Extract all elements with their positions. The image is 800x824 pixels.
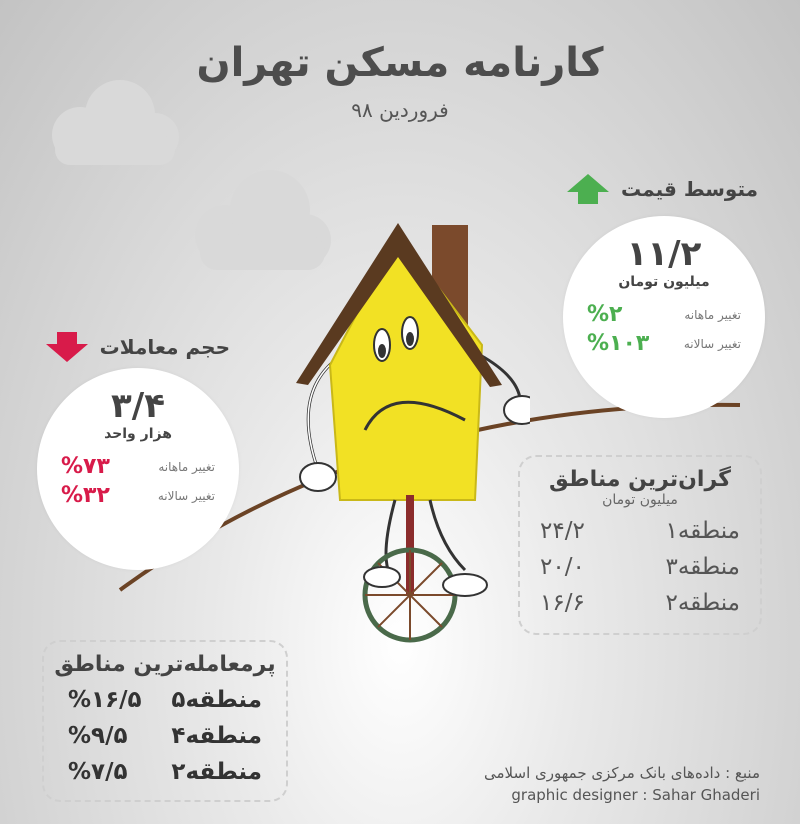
expensive-regions-title: گران‌ترین مناطق — [549, 467, 731, 492]
volume-heading-label: حجم معاملات — [99, 335, 230, 359]
expensive-regions-unit: میلیون تومان — [602, 492, 678, 508]
busiest-regions-box — [42, 640, 288, 802]
avg-price-unit: میلیون تومان — [618, 274, 710, 290]
region-name: منطقه۴ — [171, 723, 262, 749]
region-value: %۱۶/۵ — [68, 687, 142, 713]
region-name: منطقه۵ — [171, 687, 262, 713]
up-arrow-icon — [565, 172, 611, 206]
monthly-change-label: تغییر ماهانه — [684, 307, 741, 322]
region-value: ۱۶/۶ — [540, 590, 585, 616]
volume-heading — [44, 330, 230, 364]
source-credit: منبع : داده‌های بانک مرکزی جمهوری اسلامی — [484, 764, 760, 782]
monthly-change-label: تغییر ماهانه — [158, 459, 215, 474]
avg-price-yearly — [563, 331, 765, 356]
avg-price-card — [563, 216, 765, 418]
yearly-change-value: %۱۰۳ — [587, 331, 650, 356]
table-row — [540, 590, 740, 616]
designer-credit: graphic designer : Sahar Ghaderi — [511, 786, 760, 804]
region-value: ۲۴/۲ — [540, 518, 585, 544]
yearly-change-label: تغییر سالانه — [157, 488, 215, 503]
volume-unit: هزار واحد — [104, 426, 172, 442]
table-row — [540, 554, 740, 580]
volume-monthly — [37, 454, 239, 479]
table-row — [540, 518, 740, 544]
page-title: کارنامه مسکن تهران — [196, 40, 604, 86]
region-value: %۹/۵ — [68, 723, 128, 749]
avg-price-value: ۱۱/۲ — [626, 234, 702, 274]
expensive-regions-box — [518, 455, 762, 635]
avg-price-heading — [565, 172, 758, 206]
region-name: منطقه۱ — [665, 518, 740, 544]
volume-card — [37, 368, 239, 570]
page-subtitle: فروردین ۹۸ — [351, 98, 449, 122]
region-value: %۷/۵ — [68, 759, 128, 785]
monthly-change-value: %۲ — [587, 302, 623, 327]
down-arrow-icon — [44, 330, 90, 364]
volume-yearly — [37, 483, 239, 508]
region-name: منطقه۳ — [665, 554, 740, 580]
volume-value: ۳/۴ — [111, 386, 165, 426]
monthly-change-value: %۷۳ — [61, 454, 110, 479]
avg-price-monthly — [563, 302, 765, 327]
avg-price-heading-label: متوسط قیمت — [621, 177, 758, 201]
region-value: ۲۰/۰ — [540, 554, 585, 580]
table-row — [68, 723, 262, 749]
busiest-regions-title: پرمعامله‌ترین مناطق — [54, 652, 276, 677]
region-name: منطقه۲ — [665, 590, 740, 616]
house-unicycle-illustration — [270, 215, 530, 655]
yearly-change-label: تغییر سالانه — [683, 336, 741, 351]
yearly-change-value: %۳۲ — [61, 483, 110, 508]
table-row — [68, 759, 262, 785]
region-name: منطقه۲ — [171, 759, 262, 785]
table-row — [68, 687, 262, 713]
